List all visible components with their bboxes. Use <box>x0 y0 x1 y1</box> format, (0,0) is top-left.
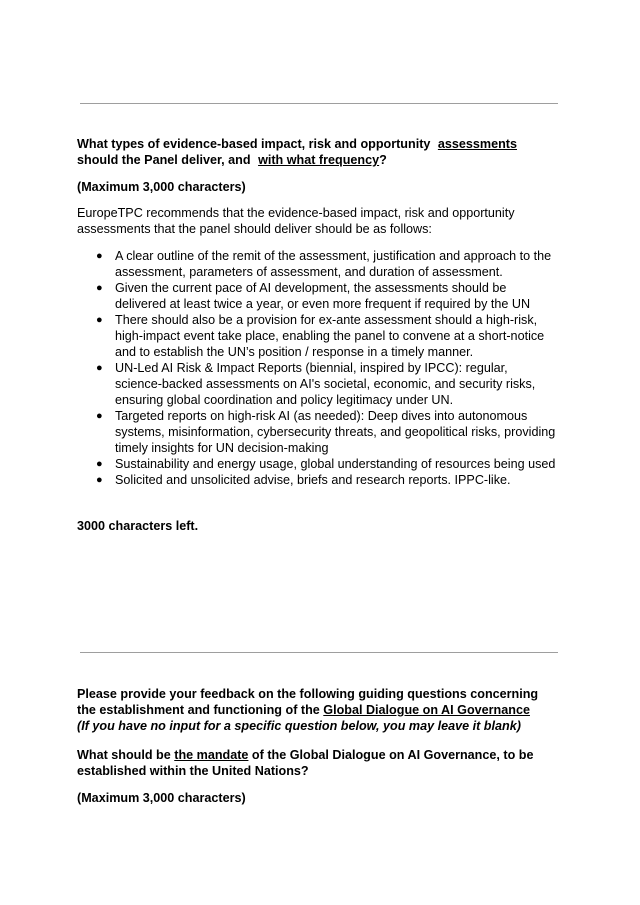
question-mark: ? <box>379 153 387 167</box>
bullet-dot-icon: ● <box>96 458 103 470</box>
bullet-text: There should also be a provision for ex-ante assessment should a high-risk, high-impact event take place, enabling the panel to convene at a short-notice and to establish the UN’s position / response in a timely manner. <box>115 313 545 359</box>
mandate-question-text-2: of the Global Dialogue on AI Governance, to be established within the United Nations? <box>77 748 534 778</box>
bullet-text: Solicited and unsolicited advise, briefs and research reports. IPPC-like. <box>115 473 511 487</box>
frequency-link[interactable]: with what frequency <box>258 153 380 167</box>
bullet-text: Targeted reports on high-risk AI (as needed): Deep dives into autonomous systems, misinformation, cybersecurity threats, and geopolitical risks, providing timely insights for UN decision-making <box>115 409 556 455</box>
question-assessments <box>77 136 557 168</box>
bullet-item <box>77 312 557 360</box>
bullet-item <box>77 248 557 280</box>
bullet-item <box>77 472 557 488</box>
middle-divider <box>80 652 558 653</box>
characters-left: 3000 characters left. <box>77 519 199 533</box>
bullet-item <box>77 456 557 472</box>
answer-bullet-list <box>77 248 557 488</box>
bullet-text: UN-Led AI Risk & Impact Reports (biennial, inspired by IPCC): regular, science-backed assessments on AI's societal, economic, and security risks, ensuring global coordination and policy legitimacy under UN. <box>115 361 536 407</box>
mandate-question-text: What should be <box>77 748 175 762</box>
question-text: What types of evidence-based impact, risk and opportunity <box>77 137 434 151</box>
mandate-link[interactable]: the mandate <box>174 748 249 762</box>
bullet-text: Given the current pace of AI development, the assessments should be delivered at least twice a year, or even more frequent if required by the UN <box>115 281 531 311</box>
bullet-dot-icon: ● <box>96 410 103 422</box>
question-mandate <box>77 747 557 779</box>
top-divider <box>80 103 558 104</box>
max-chars-note: (Maximum 3,000 characters) <box>77 180 246 194</box>
bullet-item <box>77 408 557 456</box>
intro-note: (If you have no input for a specific question below, you may leave it blank) <box>77 719 521 733</box>
bullet-text: A clear outline of the remit of the assessment, justification and approach to the assessment, parameters of assessment, and duration of assessment. <box>115 249 552 279</box>
bullet-dot-icon: ● <box>96 474 103 486</box>
max-chars-note-2: (Maximum 3,000 characters) <box>77 791 246 805</box>
answer-intro: EuropeTPC recommends that the evidence-based impact, risk and opportunity assessments that the panel should deliver should be as follows: <box>77 206 515 236</box>
bullet-dot-icon: ● <box>96 250 103 262</box>
global-dialogue-link[interactable]: Global Dialogue on AI Governance <box>323 703 530 717</box>
assessments-link[interactable]: assessments <box>437 137 518 151</box>
bullet-text: Sustainability and energy usage, global understanding of resources being used <box>115 457 556 471</box>
bullet-dot-icon: ● <box>96 314 103 326</box>
question-text-2: should the Panel deliver, and <box>77 153 255 167</box>
bullet-item <box>77 280 557 312</box>
intro-text: Please provide your feedback on the following guiding questions concerning the establishment and functioning of the <box>77 687 539 717</box>
global-dialogue-intro <box>77 686 557 734</box>
bullet-item <box>77 360 557 408</box>
bullet-dot-icon: ● <box>96 362 103 374</box>
bullet-dot-icon: ● <box>96 282 103 294</box>
